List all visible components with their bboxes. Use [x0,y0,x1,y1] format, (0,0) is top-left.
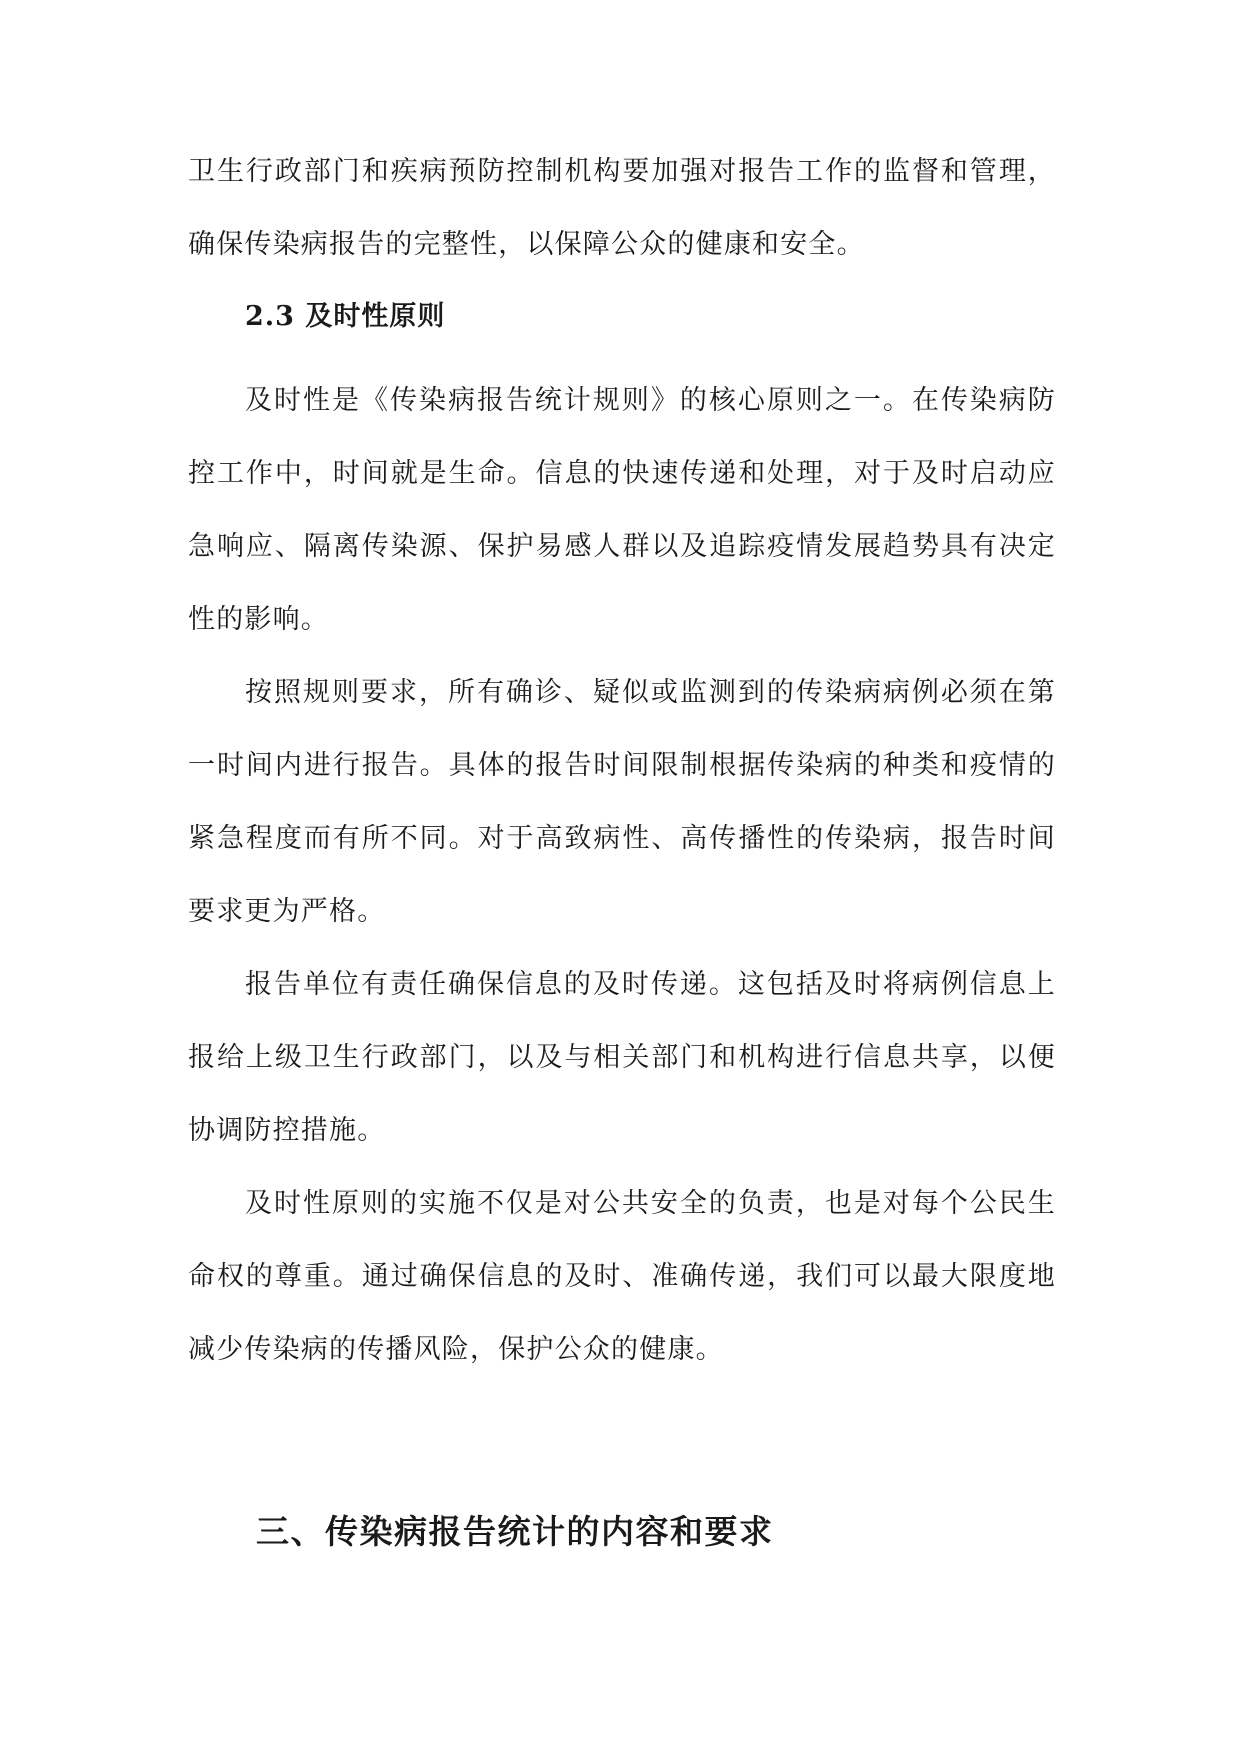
body-paragraph: 及时性原则的实施不仅是对公共安全的负责，也是对每个公民生命权的尊重。通过确保信息的及时、准确传递，我们可以最大限度地减少传染病的传播风险，保护公众的健康。 [188,1188,1056,1365]
section-2-3-body [188,364,1056,1386]
intro-paragraph: 卫生行政部门和疾病预防控制机构要加强对报告工作的监督和管理，确保传染病报告的完整性，以保障公众的健康和安全。 [188,156,1056,260]
body-paragraph: 及时性是《传染病报告统计规则》的核心原则之一。在传染病防控工作中，时间就是生命。信息的快速传递和处理，对于及时启动应急响应、隔离传染源、保护易感人群以及追踪疫情发展趋势具有决定性的影响。 [188,385,1056,635]
chapter-heading-3: 三、传染病报告统计的内容和要求 [256,1512,774,1551]
body-paragraph: 报告单位有责任确保信息的及时传递。这包括及时将病例信息上报给上级卫生行政部门，以及与相关部门和机构进行信息共享，以便协调防控措施。 [188,969,1056,1146]
body-paragraph: 按照规则要求，所有确诊、疑似或监测到的传染病病例必须在第一时间内进行报告。具体的报告时间限制根据传染病的种类和疫情的紧急程度而有所不同。对于高致病性、高传播性的传染病，报告时间要求更为严格。 [188,677,1056,927]
section-heading-2-3: 2.3 及时性原则 [245,301,446,332]
intro-paragraph-block [188,135,1056,281]
